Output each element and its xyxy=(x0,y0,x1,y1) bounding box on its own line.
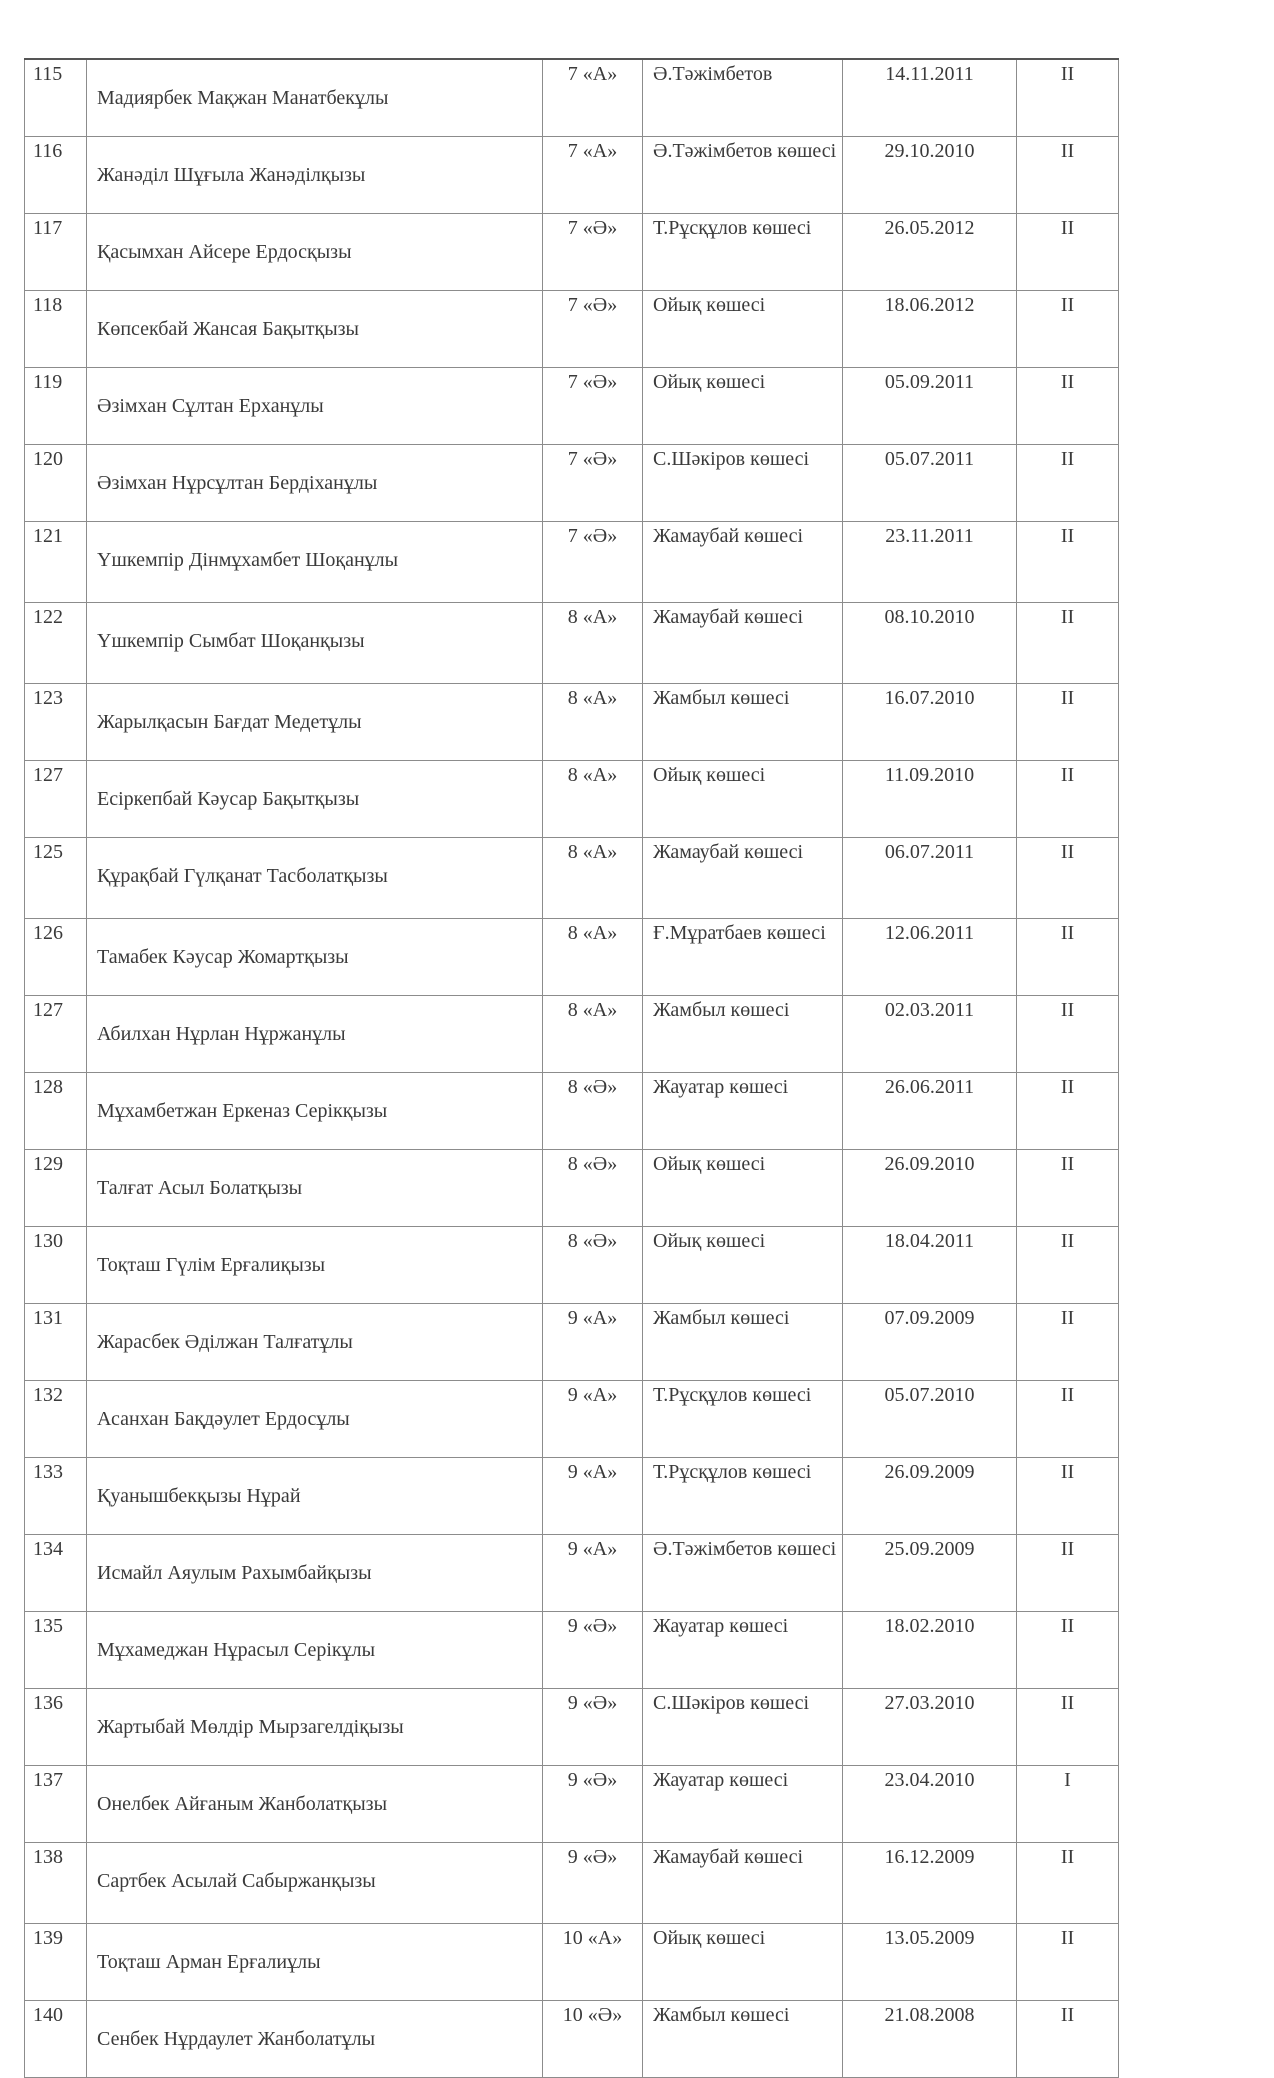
student-name: Асанхан Бақдәулет Ердосұлы xyxy=(87,1381,543,1458)
student-name: Онелбек Айғаным Жанболатқызы xyxy=(87,1766,543,1843)
class-grade: 8 «Ә» xyxy=(543,1073,643,1150)
student-name: Үшкемпір Дінмұхамбет Шоқанұлы xyxy=(87,522,543,603)
student-name: Мұхамеджан Нұрасыл Серікұлы xyxy=(87,1612,543,1689)
class-grade: 9 «А» xyxy=(543,1304,643,1381)
table-row xyxy=(25,137,1119,214)
row-number: 137 xyxy=(25,1766,87,1843)
table-row xyxy=(25,1924,1119,2001)
class-grade: 7 «Ә» xyxy=(543,214,643,291)
birth-date: 14.11.2011 xyxy=(843,59,1017,137)
street-address: Ойық көшесі xyxy=(643,291,843,368)
class-grade: 9 «Ә» xyxy=(543,1689,643,1766)
student-name: Мұхамбетжан Еркеназ Серікқызы xyxy=(87,1073,543,1150)
row-number: 115 xyxy=(25,59,87,137)
street-address: Ойық көшесі xyxy=(643,1227,843,1304)
student-name: Жартыбай Мөлдір Мырзагелдіқызы xyxy=(87,1689,543,1766)
birth-date: 07.09.2009 xyxy=(843,1304,1017,1381)
street-address: Ойық көшесі xyxy=(643,368,843,445)
class-grade: 9 «А» xyxy=(543,1535,643,1612)
class-grade: 8 «А» xyxy=(543,684,643,761)
category: II xyxy=(1017,2001,1119,2078)
street-address: Жамаубай көшесі xyxy=(643,522,843,603)
category: II xyxy=(1017,1924,1119,2001)
class-grade: 7 «А» xyxy=(543,59,643,137)
category: II xyxy=(1017,838,1119,919)
table-row xyxy=(25,1150,1119,1227)
student-name: Құрақбай Гүлқанат Тасболатқызы xyxy=(87,838,543,919)
row-number: 139 xyxy=(25,1924,87,2001)
class-grade: 10 «Ә» xyxy=(543,2001,643,2078)
birth-date: 02.03.2011 xyxy=(843,996,1017,1073)
row-number: 120 xyxy=(25,445,87,522)
table-row xyxy=(25,445,1119,522)
class-grade: 7 «А» xyxy=(543,137,643,214)
row-number: 126 xyxy=(25,919,87,996)
table-row xyxy=(25,603,1119,684)
row-number: 117 xyxy=(25,214,87,291)
class-grade: 9 «Ә» xyxy=(543,1766,643,1843)
row-number: 134 xyxy=(25,1535,87,1612)
street-address: Жамбыл көшесі xyxy=(643,684,843,761)
birth-date: 06.07.2011 xyxy=(843,838,1017,919)
street-address: Ә.Тәжімбетов көшесі xyxy=(643,1535,843,1612)
table-row xyxy=(25,1535,1119,1612)
row-number: 130 xyxy=(25,1227,87,1304)
street-address: С.Шәкіров көшесі xyxy=(643,445,843,522)
row-number: 128 xyxy=(25,1073,87,1150)
table-row xyxy=(25,291,1119,368)
class-grade: 8 «Ә» xyxy=(543,1227,643,1304)
birth-date: 26.05.2012 xyxy=(843,214,1017,291)
class-grade: 7 «Ә» xyxy=(543,368,643,445)
student-name: Көпсекбай Жансая Бақытқызы xyxy=(87,291,543,368)
class-grade: 8 «Ә» xyxy=(543,1150,643,1227)
class-grade: 10 «А» xyxy=(543,1924,643,2001)
birth-date: 29.10.2010 xyxy=(843,137,1017,214)
table-row xyxy=(25,1458,1119,1535)
birth-date: 26.09.2009 xyxy=(843,1458,1017,1535)
class-grade: 8 «А» xyxy=(543,761,643,838)
student-name: Сартбек Асылай Сабыржанқызы xyxy=(87,1843,543,1924)
class-grade: 9 «Ә» xyxy=(543,1843,643,1924)
street-address: Ойық көшесі xyxy=(643,761,843,838)
class-grade: 9 «А» xyxy=(543,1458,643,1535)
street-address: Ойық көшесі xyxy=(643,1924,843,2001)
student-name: Қуанышбекқызы Нұрай xyxy=(87,1458,543,1535)
student-name: Жанәділ Шұғыла Жанәділқызы xyxy=(87,137,543,214)
row-number: 131 xyxy=(25,1304,87,1381)
table-row xyxy=(25,214,1119,291)
table-row xyxy=(25,919,1119,996)
row-number: 140 xyxy=(25,2001,87,2078)
student-name: Әзімхан Сұлтан Ерханұлы xyxy=(87,368,543,445)
street-address: Жауатар көшесі xyxy=(643,1766,843,1843)
class-grade: 7 «Ә» xyxy=(543,291,643,368)
table-row xyxy=(25,1843,1119,1924)
birth-date: 25.09.2009 xyxy=(843,1535,1017,1612)
student-name: Есіркепбай Кәусар Бақытқызы xyxy=(87,761,543,838)
birth-date: 05.07.2010 xyxy=(843,1381,1017,1458)
birth-date: 13.05.2009 xyxy=(843,1924,1017,2001)
student-name: Жарылқасын Бағдат Медетұлы xyxy=(87,684,543,761)
street-address: Т.Рұсқұлов көшесі xyxy=(643,1381,843,1458)
student-name: Тамабек Кәусар Жомартқызы xyxy=(87,919,543,996)
category: II xyxy=(1017,1689,1119,1766)
table-row xyxy=(25,1766,1119,1843)
row-number: 125 xyxy=(25,838,87,919)
category: I xyxy=(1017,1766,1119,1843)
category: II xyxy=(1017,1612,1119,1689)
category: II xyxy=(1017,522,1119,603)
category: II xyxy=(1017,1073,1119,1150)
birth-date: 05.09.2011 xyxy=(843,368,1017,445)
class-grade: 9 «Ә» xyxy=(543,1612,643,1689)
category: II xyxy=(1017,1381,1119,1458)
street-address: Жамаубай көшесі xyxy=(643,603,843,684)
class-grade: 8 «А» xyxy=(543,919,643,996)
category: II xyxy=(1017,761,1119,838)
birth-date: 21.08.2008 xyxy=(843,2001,1017,2078)
category: II xyxy=(1017,1304,1119,1381)
row-number: 122 xyxy=(25,603,87,684)
row-number: 129 xyxy=(25,1150,87,1227)
street-address: Жамбыл көшесі xyxy=(643,2001,843,2078)
row-number: 133 xyxy=(25,1458,87,1535)
table-row xyxy=(25,1073,1119,1150)
category: II xyxy=(1017,445,1119,522)
birth-date: 16.12.2009 xyxy=(843,1843,1017,1924)
category: II xyxy=(1017,996,1119,1073)
row-number: 132 xyxy=(25,1381,87,1458)
street-address: С.Шәкіров көшесі xyxy=(643,1689,843,1766)
row-number: 138 xyxy=(25,1843,87,1924)
category: II xyxy=(1017,59,1119,137)
student-name: Жарасбек Әділжан Талғатұлы xyxy=(87,1304,543,1381)
student-name: Тоқташ Гүлім Ерғалиқызы xyxy=(87,1227,543,1304)
student-name: Үшкемпір Сымбат Шоқанқызы xyxy=(87,603,543,684)
class-grade: 8 «А» xyxy=(543,996,643,1073)
street-address: Ә.Тәжімбетов көшесі xyxy=(643,137,843,214)
row-number: 118 xyxy=(25,291,87,368)
birth-date: 23.04.2010 xyxy=(843,1766,1017,1843)
category: II xyxy=(1017,684,1119,761)
student-name: Әзімхан Нұрсұлтан Бердіханұлы xyxy=(87,445,543,522)
birth-date: 26.09.2010 xyxy=(843,1150,1017,1227)
birth-date: 27.03.2010 xyxy=(843,1689,1017,1766)
table-row xyxy=(25,1612,1119,1689)
row-number: 121 xyxy=(25,522,87,603)
street-address: Ғ.Мұратбаев көшесі xyxy=(643,919,843,996)
table-row xyxy=(25,1381,1119,1458)
birth-date: 11.09.2010 xyxy=(843,761,1017,838)
street-address: Т.Рұсқұлов көшесі xyxy=(643,214,843,291)
table-row xyxy=(25,1689,1119,1766)
category: II xyxy=(1017,1150,1119,1227)
birth-date: 26.06.2011 xyxy=(843,1073,1017,1150)
table-row xyxy=(25,368,1119,445)
birth-date: 18.04.2011 xyxy=(843,1227,1017,1304)
street-address: Жамаубай көшесі xyxy=(643,838,843,919)
table-row xyxy=(25,761,1119,838)
row-number: 127 xyxy=(25,761,87,838)
row-number: 136 xyxy=(25,1689,87,1766)
street-address: Жамбыл көшесі xyxy=(643,1304,843,1381)
street-address: Жауатар көшесі xyxy=(643,1073,843,1150)
category: II xyxy=(1017,1458,1119,1535)
birth-date: 16.07.2010 xyxy=(843,684,1017,761)
category: II xyxy=(1017,291,1119,368)
birth-date: 18.06.2012 xyxy=(843,291,1017,368)
table-row xyxy=(25,996,1119,1073)
street-address: Жауатар көшесі xyxy=(643,1612,843,1689)
student-name: Қасымхан Айсере Ердосқызы xyxy=(87,214,543,291)
class-grade: 8 «А» xyxy=(543,603,643,684)
student-name: Сенбек Нұрдаулет Жанболатұлы xyxy=(87,2001,543,2078)
table-row xyxy=(25,522,1119,603)
birth-date: 08.10.2010 xyxy=(843,603,1017,684)
birth-date: 05.07.2011 xyxy=(843,445,1017,522)
table-row xyxy=(25,2001,1119,2078)
category: II xyxy=(1017,1227,1119,1304)
category: II xyxy=(1017,919,1119,996)
student-name: Абилхан Нұрлан Нұржанұлы xyxy=(87,996,543,1073)
student-name: Талғат Асыл Болатқызы xyxy=(87,1150,543,1227)
student-roster-sheet xyxy=(24,58,1118,2078)
category: II xyxy=(1017,1535,1119,1612)
student-roster-table xyxy=(24,58,1119,2078)
row-number: 127 xyxy=(25,996,87,1073)
birth-date: 12.06.2011 xyxy=(843,919,1017,996)
category: II xyxy=(1017,214,1119,291)
class-grade: 8 «А» xyxy=(543,838,643,919)
table-row xyxy=(25,838,1119,919)
class-grade: 7 «Ә» xyxy=(543,522,643,603)
street-address: Ә.Тәжімбетов xyxy=(643,59,843,137)
category: II xyxy=(1017,1843,1119,1924)
class-grade: 7 «Ә» xyxy=(543,445,643,522)
row-number: 123 xyxy=(25,684,87,761)
student-name: Тоқташ Арман Ерғалиұлы xyxy=(87,1924,543,2001)
row-number: 116 xyxy=(25,137,87,214)
category: II xyxy=(1017,603,1119,684)
street-address: Жамаубай көшесі xyxy=(643,1843,843,1924)
street-address: Жамбыл көшесі xyxy=(643,996,843,1073)
table-row xyxy=(25,1227,1119,1304)
street-address: Т.Рұсқұлов көшесі xyxy=(643,1458,843,1535)
class-grade: 9 «А» xyxy=(543,1381,643,1458)
table-row xyxy=(25,59,1119,137)
street-address: Ойық көшесі xyxy=(643,1150,843,1227)
birth-date: 18.02.2010 xyxy=(843,1612,1017,1689)
table-row xyxy=(25,1304,1119,1381)
student-name: Мадиярбек Мақжан Манатбекұлы xyxy=(87,59,543,137)
student-name: Исмайл Аяулым Рахымбайқызы xyxy=(87,1535,543,1612)
row-number: 119 xyxy=(25,368,87,445)
category: II xyxy=(1017,368,1119,445)
birth-date: 23.11.2011 xyxy=(843,522,1017,603)
category: II xyxy=(1017,137,1119,214)
row-number: 135 xyxy=(25,1612,87,1689)
table-row xyxy=(25,684,1119,761)
